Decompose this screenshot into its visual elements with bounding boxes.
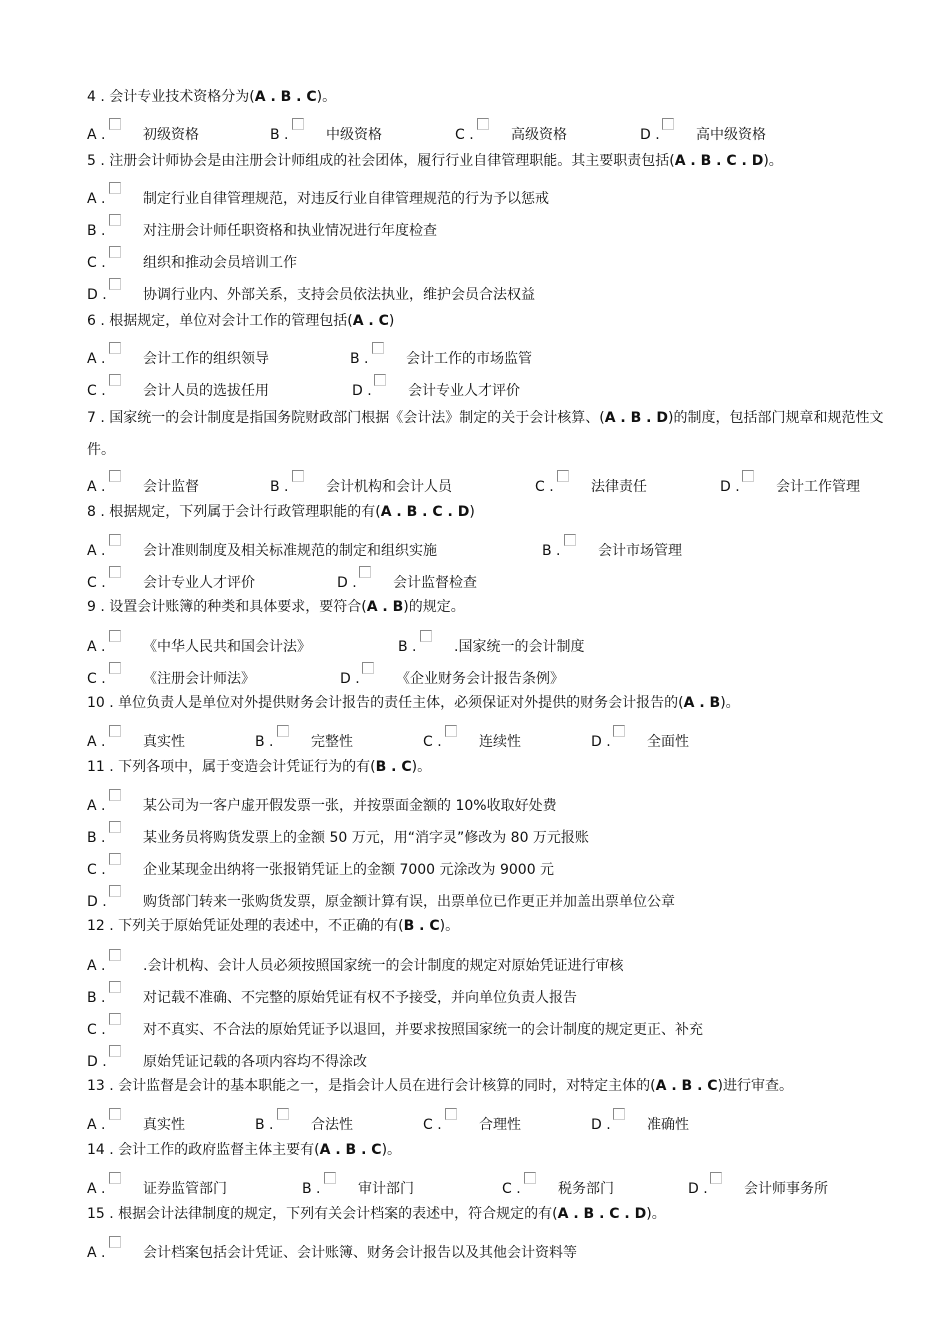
answer-key: A . B . C — [655, 1078, 718, 1094]
option-letter: C . — [87, 862, 106, 878]
option-letter: A . — [87, 1181, 106, 1197]
question-text: 6 . 根据规定，单位对会计工作的管理包括( — [87, 313, 353, 329]
option-text: .会计机构、会计人员必须按照国家统一的会计制度的规定对原始凭证进行审核 — [143, 958, 624, 974]
option-letter: A . — [87, 798, 106, 814]
option-text: 会计市场管理 — [598, 543, 682, 559]
option-letter: B . — [398, 639, 417, 655]
question-stem — [87, 87, 336, 107]
option-checkbox[interactable] — [420, 630, 432, 642]
option-checkbox[interactable] — [109, 566, 121, 578]
option-text: 《中华人民共和国会计法》 — [143, 639, 311, 655]
option-checkbox[interactable] — [372, 342, 384, 354]
question-text: 13 . 会计监督是会计的基本职能之一，是指会计人员在进行会计核算的同时，对特定主体的( — [87, 1078, 656, 1094]
option-checkbox[interactable] — [109, 1172, 121, 1184]
option-text: 《注册会计师法》 — [143, 671, 255, 687]
option-checkbox[interactable] — [277, 1108, 289, 1120]
option-letter: A . — [87, 1117, 106, 1133]
answer-key: A . B . C — [254, 89, 317, 105]
question-stem — [87, 597, 465, 617]
option-checkbox[interactable] — [109, 981, 121, 993]
option-letter: B . — [270, 479, 289, 495]
option-text: 某业务员将购货发票上的金额 50 万元，用“消字灵”修改为 80 万元报账 — [143, 830, 589, 846]
option-text: 真实性 — [143, 1117, 185, 1133]
option-text: 对记载不准确、不完整的原始凭证有权不予接受，并向单位负责人报告 — [143, 990, 577, 1006]
option-text: 初级资格 — [143, 127, 199, 143]
option-checkbox[interactable] — [109, 630, 121, 642]
option-text: 原始凭证记载的各项内容均不得涂改 — [143, 1054, 367, 1070]
option-text: 中级资格 — [326, 127, 382, 143]
option-letter: A . — [87, 351, 106, 367]
option-text: 某公司为一客户虚开假发票一张，并按票面金额的 10%收取好处费 — [143, 798, 557, 814]
option-checkbox[interactable] — [109, 118, 121, 130]
option-text: 会计工作管理 — [776, 479, 860, 495]
option-checkbox[interactable] — [109, 725, 121, 737]
option-checkbox[interactable] — [292, 470, 304, 482]
option-letter: A . — [87, 1245, 106, 1261]
answer-key: B . C — [375, 759, 412, 775]
option-text: 《企业财务会计报告条例》 — [396, 671, 564, 687]
option-checkbox[interactable] — [109, 1108, 121, 1120]
option-text: 法律责任 — [591, 479, 647, 495]
option-checkbox[interactable] — [109, 246, 121, 258]
question-text: 11 . 下列各项中，属于变造会计凭证行为的有( — [87, 759, 376, 775]
option-letter: D . — [688, 1181, 708, 1197]
option-text: 对注册会计师任职资格和执业情况进行年度检查 — [143, 223, 437, 239]
question-text: 12 . 下列关于原始凭证处理的表述中，不正确的有( — [87, 918, 404, 934]
question-text: 9 . 设置会计账簿的种类和具体要求，要符合( — [87, 599, 367, 615]
option-text: 会计机构和会计人员 — [326, 479, 452, 495]
option-letter: C . — [455, 127, 474, 143]
option-checkbox[interactable] — [445, 1108, 457, 1120]
option-letter: D . — [337, 575, 357, 591]
option-checkbox[interactable] — [109, 1236, 121, 1248]
option-text: 会计监督 — [143, 479, 199, 495]
option-checkbox[interactable] — [109, 182, 121, 194]
option-letter: D . — [591, 734, 611, 750]
question-stem — [87, 311, 394, 331]
question-text: 8 . 根据规定，下列属于会计行政管理职能的有( — [87, 504, 381, 520]
question-text-tail: ) — [388, 313, 395, 329]
question-stem — [87, 1076, 793, 1096]
option-text: .国家统一的会计制度 — [454, 639, 585, 655]
question-stem — [87, 151, 783, 171]
option-checkbox[interactable] — [109, 885, 121, 897]
option-checkbox[interactable] — [109, 789, 121, 801]
option-checkbox[interactable] — [324, 1172, 336, 1184]
option-text: 购货部门转来一张购货发票，原金额计算有误，出票单位已作更正并加盖出票单位公章 — [143, 894, 675, 910]
answer-key: A . B . C — [319, 1142, 382, 1158]
option-letter: C . — [423, 1117, 442, 1133]
option-text: 会计专业人才评价 — [143, 575, 255, 591]
answer-key: A . B — [683, 695, 721, 711]
option-letter: A . — [87, 734, 106, 750]
option-letter: B . — [87, 990, 106, 1006]
question-text-tail: )的规定。 — [403, 599, 465, 615]
question-text-tail: )。 — [439, 918, 460, 934]
answer-key: A . B . C . D — [380, 504, 470, 520]
option-checkbox[interactable] — [109, 374, 121, 386]
option-checkbox[interactable] — [362, 662, 374, 674]
option-letter: A . — [87, 639, 106, 655]
option-checkbox[interactable] — [557, 470, 569, 482]
option-letter: C . — [502, 1181, 521, 1197]
option-text: 制定行业自律管理规范，对违反行业自律管理规范的行为予以惩戒 — [143, 191, 549, 207]
option-checkbox[interactable] — [613, 1108, 625, 1120]
option-checkbox[interactable] — [109, 662, 121, 674]
answer-key: A . B — [366, 599, 404, 615]
answer-key: A . B . C . D — [674, 153, 764, 169]
option-letter: B . — [87, 830, 106, 846]
option-letter: C . — [87, 575, 106, 591]
question-stem — [87, 1140, 401, 1160]
question-stem — [87, 1204, 666, 1224]
option-text: 合法性 — [311, 1117, 353, 1133]
option-text: 真实性 — [143, 734, 185, 750]
option-checkbox[interactable] — [564, 534, 576, 546]
option-text: 高中级资格 — [696, 127, 766, 143]
option-letter: C . — [535, 479, 554, 495]
question-text-tail: )的制度，包括部门规章和规范性文件。 — [87, 410, 884, 458]
question-stem — [87, 693, 740, 713]
option-text: 税务部门 — [558, 1181, 614, 1197]
question-stem — [87, 502, 475, 522]
answer-key: A . B . D — [604, 410, 668, 426]
option-letter: D . — [87, 287, 107, 303]
option-checkbox[interactable] — [374, 374, 386, 386]
option-checkbox[interactable] — [742, 470, 754, 482]
option-letter: A . — [87, 958, 106, 974]
option-letter: C . — [87, 1022, 106, 1038]
question-text: 5 . 注册会计师协会是由注册会计师组成的社会团体，履行行业自律管理职能。其主要职责包括( — [87, 153, 675, 169]
option-letter: B . — [255, 734, 274, 750]
option-checkbox[interactable] — [109, 470, 121, 482]
option-letter: D . — [87, 894, 107, 910]
question-text: 4 . 会计专业技术资格分为( — [87, 89, 255, 105]
option-checkbox[interactable] — [109, 1013, 121, 1025]
option-text: 会计工作的组织领导 — [143, 351, 269, 367]
answer-key: B . C — [403, 918, 440, 934]
option-checkbox[interactable] — [524, 1172, 536, 1184]
option-checkbox[interactable] — [109, 214, 121, 226]
option-text: 会计人员的选拔任用 — [143, 383, 269, 399]
option-letter: C . — [87, 255, 106, 271]
option-letter: D . — [640, 127, 660, 143]
option-letter: D . — [591, 1117, 611, 1133]
option-letter: D . — [720, 479, 740, 495]
option-text: 审计部门 — [358, 1181, 414, 1197]
option-checkbox[interactable] — [477, 118, 489, 130]
option-letter: B . — [255, 1117, 274, 1133]
option-text: 会计专业人才评价 — [408, 383, 520, 399]
option-letter: C . — [87, 671, 106, 687]
option-checkbox[interactable] — [359, 566, 371, 578]
option-letter: C . — [423, 734, 442, 750]
option-checkbox[interactable] — [109, 534, 121, 546]
option-letter: C . — [87, 383, 106, 399]
option-letter: D . — [352, 383, 372, 399]
option-checkbox[interactable] — [109, 853, 121, 865]
option-text: 会计工作的市场监管 — [406, 351, 532, 367]
option-text: 企业某现金出纳将一张报销凭证上的金额 7000 元涂改为 9000 元 — [143, 862, 555, 878]
option-text: 会计准则制度及相关标准规范的制定和组织实施 — [143, 543, 437, 559]
option-letter: A . — [87, 191, 106, 207]
question-stem — [87, 757, 431, 777]
option-text: 对不真实、不合法的原始凭证予以退回，并要求按照国家统一的会计制度的规定更正、补充 — [143, 1022, 703, 1038]
option-checkbox[interactable] — [445, 725, 457, 737]
option-text: 证券监管部门 — [143, 1181, 227, 1197]
option-text: 合理性 — [479, 1117, 521, 1133]
question-text-tail: )。 — [763, 153, 783, 169]
question-text: 7 . 国家统一的会计制度是指国务院财政部门根据《会计法》制定的关于会计核算、( — [87, 410, 605, 426]
question-text-tail: )进行审查。 — [717, 1078, 794, 1094]
option-checkbox[interactable] — [710, 1172, 722, 1184]
option-checkbox[interactable] — [662, 118, 674, 130]
option-checkbox[interactable] — [292, 118, 304, 130]
question-text: 15 . 根据会计法律制度的规定，下列有关会计档案的表述中，符合规定的有( — [87, 1206, 558, 1222]
option-letter: A . — [87, 479, 106, 495]
question-text-tail: )。 — [316, 89, 337, 105]
option-checkbox[interactable] — [109, 278, 121, 290]
option-letter: A . — [87, 543, 106, 559]
option-text: 高级资格 — [511, 127, 567, 143]
option-checkbox[interactable] — [109, 1045, 121, 1057]
option-text: 协调行业内、外部关系，支持会员依法执业，维护会员合法权益 — [143, 287, 535, 303]
question-text: 14 . 会计工作的政府监督主体主要有( — [87, 1142, 320, 1158]
option-checkbox[interactable] — [277, 725, 289, 737]
question-text-tail: )。 — [381, 1142, 402, 1158]
answer-key: A . C — [352, 313, 389, 329]
question-stem — [87, 402, 887, 466]
option-checkbox[interactable] — [109, 949, 121, 961]
option-letter: B . — [270, 127, 289, 143]
question-text-tail: ) — [469, 504, 475, 520]
option-letter: B . — [542, 543, 561, 559]
option-checkbox[interactable] — [613, 725, 625, 737]
question-text-tail: )。 — [411, 759, 432, 775]
option-checkbox[interactable] — [109, 342, 121, 354]
option-text: 会计档案包括会计凭证、会计账簿、财务会计报告以及其他会计资料等 — [143, 1245, 577, 1261]
option-letter: D . — [87, 1054, 107, 1070]
question-text: 10 . 单位负责人是单位对外提供财务会计报告的责任主体，必须保证对外提供的财务会计报告的( — [87, 695, 684, 711]
option-letter: B . — [302, 1181, 321, 1197]
question-text-tail: )。 — [720, 695, 740, 711]
option-text: 会计监督检查 — [393, 575, 477, 591]
option-text: 准确性 — [647, 1117, 689, 1133]
question-stem — [87, 916, 459, 936]
option-checkbox[interactable] — [109, 821, 121, 833]
option-text: 会计师事务所 — [744, 1181, 828, 1197]
option-letter: D . — [340, 671, 360, 687]
answer-key: A . B . C . D — [557, 1206, 647, 1222]
question-text-tail: )。 — [646, 1206, 666, 1222]
option-text: 全面性 — [647, 734, 689, 750]
option-text: 完整性 — [311, 734, 353, 750]
option-text: 连续性 — [479, 734, 521, 750]
option-letter: B . — [350, 351, 369, 367]
option-letter: A . — [87, 127, 106, 143]
option-text: 组织和推动会员培训工作 — [143, 255, 297, 271]
option-letter: B . — [87, 223, 106, 239]
